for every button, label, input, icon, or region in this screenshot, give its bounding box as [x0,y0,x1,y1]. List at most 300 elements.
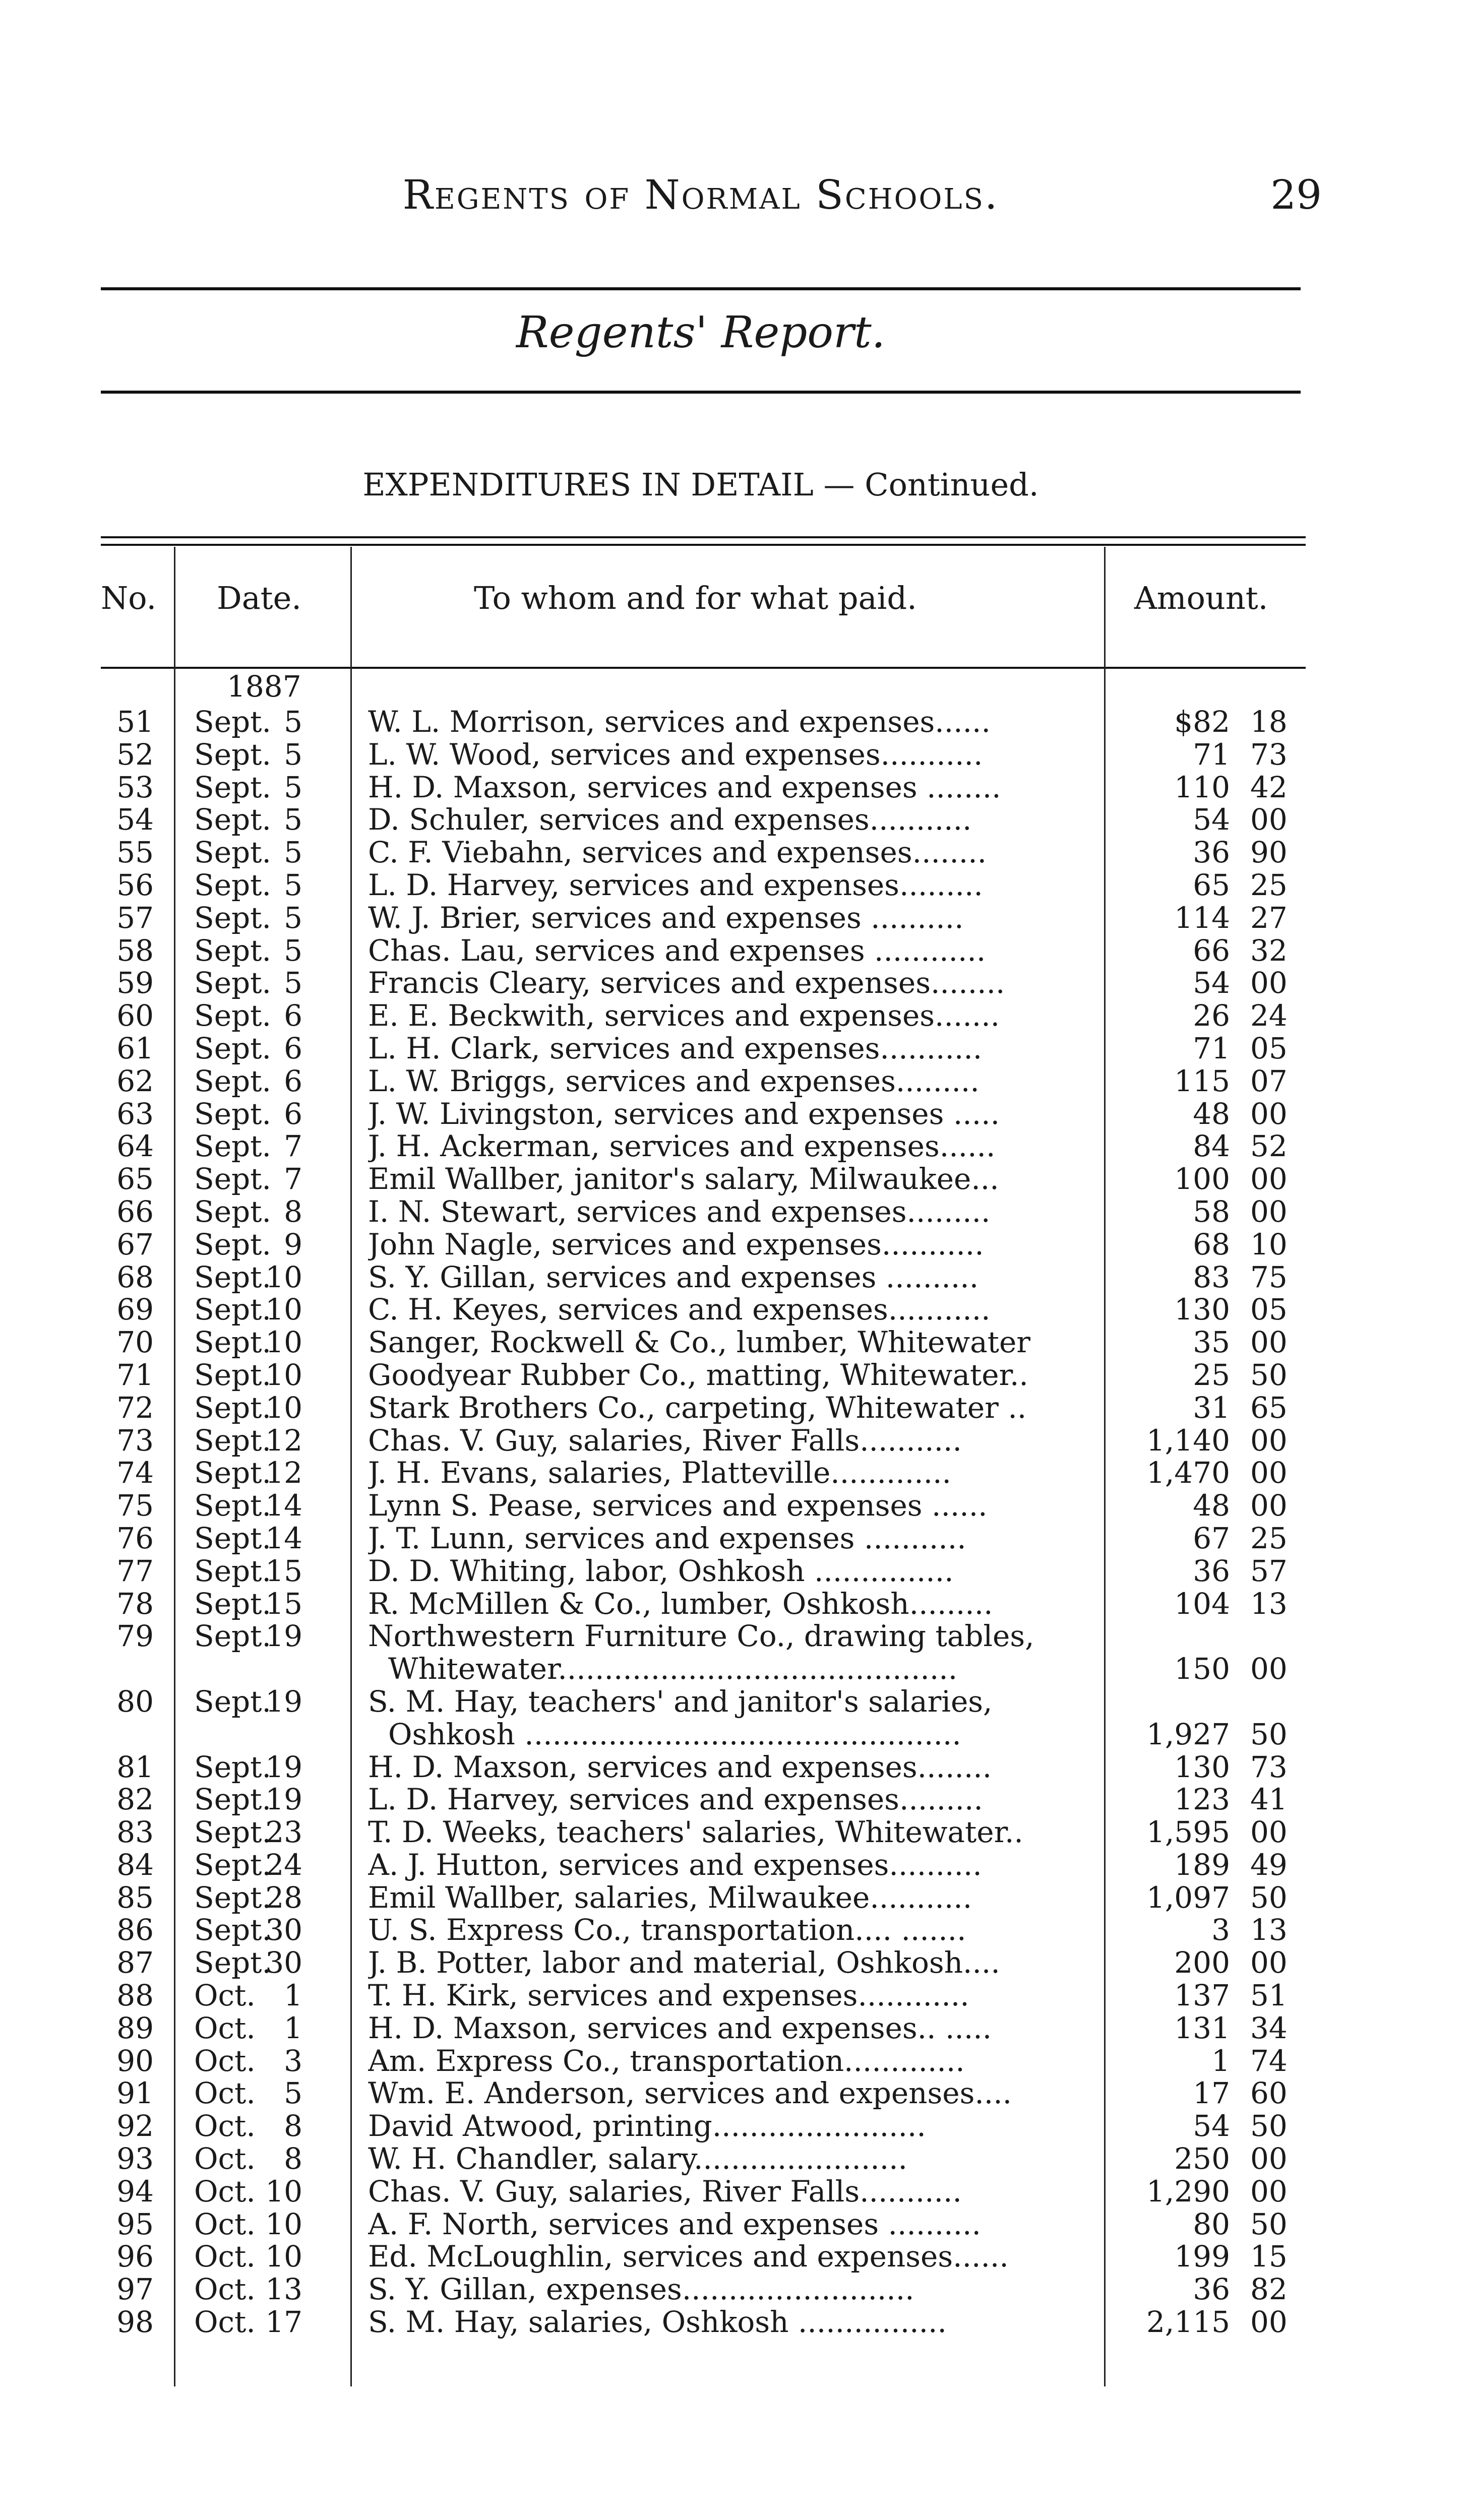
entry-dollars-value: 80 [1193,2207,1230,2241]
entry-cents: 00 [1250,1488,1288,1523]
table-row [101,1914,1306,1946]
entry-number: 57 [116,900,154,935]
entry-month: Oct. [194,2239,256,2274]
entry-month: Sept. [194,1194,271,1229]
year-row [101,670,1306,706]
entry-dollars-value: 1,470 [1146,1456,1230,1490]
entry-number: 52 [116,737,154,772]
entry-payee: T. D. Weeks, teachers' salaries, Whitewater.. [368,1816,1023,1849]
entry-month: Oct. [194,2076,256,2111]
entry-number: 70 [116,1325,154,1360]
entry-number: 60 [116,998,154,1033]
table-row [101,869,1306,902]
entry-month: Sept. [194,1096,271,1131]
entry-payee: Wm. E. Anderson, services and expenses.... [368,2077,1012,2110]
table-row [101,1032,1306,1065]
entry-cents: 50 [1250,1880,1288,1915]
entry-dollars-value: 83 [1193,1259,1230,1294]
entry-dollars-value: 67 [1193,1521,1230,1555]
entry-dollars-value: 131 [1174,2010,1230,2045]
entry-number: 91 [116,2076,154,2111]
entry-number: 61 [116,1031,154,1065]
entry-dollars-value: 48 [1193,1096,1230,1131]
entry-number: 78 [116,1586,154,1621]
entry-day-value: 10 [265,2207,302,2241]
table-row [101,2012,1306,2045]
entry-number: 58 [116,933,154,968]
entry-dollars-value: 31 [1193,1390,1230,1425]
entry-dollars-value: 36 [1193,2272,1230,2307]
entry-payee-line-1: Northwestern Furniture Co., drawing tables, [368,1620,1034,1653]
entry-number: 53 [116,770,154,804]
table-row [101,2110,1306,2143]
entry-number: 63 [116,1096,154,1131]
entry-day-value: 19 [265,1619,302,1654]
entry-day-value: 10 [265,1259,302,1294]
table-row [101,836,1306,869]
entry-day-value: 7 [284,1129,302,1164]
entry-month: Sept. [194,900,271,935]
table-row [101,2273,1306,2306]
entry-payee-line-2: Whitewater........................................... [388,1653,958,1685]
entry-month: Oct. [194,2207,256,2241]
entry-dollars-value: 1,927 [1146,1717,1230,1751]
header-rule [101,287,1301,290]
entry-cents: 82 [1250,2272,1288,2307]
entry-dollars-value: 1,097 [1146,1880,1230,1915]
entry-cents: 00 [1250,1162,1288,1196]
entry-dollars-value: $82 [1174,705,1230,739]
entry-payee [368,1685,1200,1751]
entry-month: Sept. [194,966,271,1000]
entry-day-value: 8 [284,2141,302,2176]
entry-month: Sept. [194,802,271,837]
entry-dollars-value: 104 [1174,1586,1230,1621]
entry-day-value: 14 [265,1488,302,1523]
entry-payee: L. W. Briggs, services and expenses......... [368,1064,980,1098]
entry-dollars-value: 71 [1193,737,1230,772]
entry-month: Sept. [194,1586,271,1621]
subtitle: Regents' Report. [516,307,886,358]
entry-number: 77 [116,1553,154,1588]
table-row [101,1293,1306,1326]
entry-cents: 00 [1250,1325,1288,1360]
entry-day-value: 6 [284,1031,302,1065]
entry-number: 96 [116,2239,154,2274]
entry-number: 66 [116,1194,154,1229]
entry-payee: C. H. Keyes, services and expenses........... [368,1293,991,1327]
table-row [101,902,1306,934]
entry-payee: L. D. Harvey, services and expenses......... [368,868,983,902]
entry-payee: D. Schuler, services and expenses........... [368,803,972,837]
entry-day-value: 5 [284,737,302,772]
expenditures-table [101,537,1306,2339]
entry-cents: 00 [1250,1096,1288,1131]
entry-cents: 00 [1250,802,1288,837]
table-row [101,1588,1306,1620]
entry-cents: 00 [1250,966,1288,1000]
entry-payee: Francis Cleary, services and expenses........ [368,967,1005,1000]
entry-payee: C. F. Viebahn, services and expenses........ [368,836,987,869]
entry-day-value: 24 [265,1847,302,1882]
entry-month: Sept. [194,1488,271,1523]
entry-dollars-value: 110 [1174,770,1230,804]
entry-dollars-value: 84 [1193,1129,1230,1164]
entry-month: Sept. [194,1292,271,1327]
entry-day-value: 10 [265,1357,302,1392]
entry-payee: W. J. Brier, services and expenses .......... [368,901,964,934]
entry-day-value: 5 [284,867,302,902]
entry-payee: Chas. Lau, services and expenses ............ [368,934,986,967]
entry-day-value: 30 [265,1913,302,1947]
entry-day-value: 9 [284,1227,302,1262]
entry-month: Sept. [194,1749,271,1784]
entry-dollars-value: 3 [1211,1913,1230,1947]
entry-day-value: 14 [265,1521,302,1555]
entry-cents: 52 [1250,1129,1288,1164]
entry-cents: 90 [1250,835,1288,870]
table-header [101,537,1306,670]
table-row [101,1359,1306,1392]
entry-dollars-value: 2,115 [1146,2305,1230,2340]
entry-month: Sept. [194,998,271,1033]
entry-number: 84 [116,1847,154,1882]
entry-day-value: 1 [284,2010,302,2045]
entry-day-value: 10 [265,2174,302,2209]
entry-cents: 75 [1250,1259,1288,1294]
entry-dollars-value: 130 [1174,1292,1230,1327]
entry-month: Sept. [194,1847,271,1882]
entry-cents: 00 [1250,2174,1288,2209]
entry-number: 82 [116,1782,154,1817]
entry-dollars-value: 48 [1193,1488,1230,1523]
table-row [101,1326,1306,1359]
entry-month: Sept. [194,1553,271,1588]
entry-day-value: 15 [265,1586,302,1621]
entry-dollars-value: 100 [1174,1162,1230,1196]
entry-month: Sept. [194,867,271,902]
table-row [101,1555,1306,1588]
entry-cents: 34 [1250,2010,1288,2045]
entry-cents: 42 [1250,770,1288,804]
entry-cents: 65 [1250,1390,1288,1425]
entry-number: 87 [116,1945,154,1980]
entry-day-value: 10 [265,2239,302,2274]
table-row [101,1620,1306,1685]
entry-payee: I. N. Stewart, services and expenses......... [368,1195,991,1228]
entry-dollars-value: 130 [1174,1749,1230,1784]
entry-cents: 50 [1250,1357,1288,1392]
entry-dollars-value: 1 [1211,2043,1230,2078]
entry-day-value: 5 [284,966,302,1000]
entry-cents: 00 [1250,2141,1288,2176]
entry-payee: T. H. Kirk, services and expenses............ [368,1979,969,2012]
table-row [101,1424,1306,1457]
entry-payee: E. E. Beckwith, services and expenses....... [368,999,1000,1032]
entry-month: Sept. [194,1325,271,1360]
entry-day-value: 8 [284,1194,302,1229]
entry-cents: 10 [1250,1227,1288,1262]
entry-month: Oct. [194,2305,256,2340]
entry-payee: H. D. Maxson, services and expenses.. ..... [368,2011,992,2045]
subtitle-rule [101,391,1301,394]
entry-cents: 00 [1250,1815,1288,1850]
entry-dollars-value: 114 [1174,900,1230,935]
entry-number: 81 [116,1749,154,1784]
entry-dollars-value: 1,595 [1146,1815,1230,1850]
entry-month: Oct. [194,2272,256,2307]
column-header-amount: Amount. [1134,580,1268,616]
entry-cents: 18 [1250,705,1288,739]
entry-number: 76 [116,1521,154,1555]
entry-cents: 73 [1250,737,1288,772]
entry-day-value: 5 [284,835,302,870]
entry-payee: S. M. Hay, salaries, Oshkosh ................ [368,2306,947,2339]
entry-number: 71 [116,1357,154,1392]
entry-number: 56 [116,867,154,902]
entry-number: 88 [116,1978,154,2013]
entry-dollars-value: 35 [1193,1325,1230,1360]
table-row [101,803,1306,836]
entry-payee: Goodyear Rubber Co., matting, Whitewater.. [368,1358,1028,1392]
column-header-date: Date. [217,580,301,616]
entry-month: Sept. [194,1259,271,1294]
table-row [101,1457,1306,1489]
table-row [101,1751,1306,1784]
table-row [101,1685,1306,1751]
table-row [101,706,1306,738]
table-row [101,1946,1306,1979]
entry-payee: J. H. Ackerman, services and expenses...... [368,1130,996,1163]
entry-cents: 00 [1250,1456,1288,1490]
page-number: 29 [1270,171,1322,218]
entry-cents: 00 [1250,1194,1288,1229]
entry-payee-line-2: Oshkosh ............................................... [388,1718,961,1751]
entry-payee: A. J. Hutton, services and expenses.......... [368,1848,982,1881]
entry-payee: Stark Brothers Co., carpeting, Whitewater .. [368,1391,1027,1424]
entry-payee: S. Y. Gillan, services and expenses .......... [368,1261,979,1294]
entry-number: 95 [116,2207,154,2241]
entry-number: 69 [116,1292,154,1327]
entry-dollars-value: 54 [1193,966,1230,1000]
entry-number: 68 [116,1259,154,1294]
running-header-title: Regents of Normal Schools. [402,171,999,218]
entry-dollars-value: 66 [1193,933,1230,968]
entry-month: Sept. [194,1162,271,1196]
entry-cents: 07 [1250,1063,1288,1098]
entry-payee: H. D. Maxson, services and expenses........ [368,1750,992,1784]
entry-month: Sept. [194,1357,271,1392]
entry-dollars-value: 54 [1193,802,1230,837]
entry-number: 65 [116,1162,154,1196]
entry-cents: 50 [1250,1717,1288,1751]
column-header-payee: To whom and for what paid. [474,580,917,616]
table-row [101,1098,1306,1130]
entry-dollars-value: 137 [1174,1978,1230,2013]
table-row [101,2240,1306,2273]
entry-day-value: 12 [265,1456,302,1490]
entry-number: 74 [116,1456,154,1490]
table-row [101,1979,1306,2012]
entry-month: Sept. [194,705,271,739]
entry-number: 51 [116,705,154,739]
entry-payee: L. H. Clark, services and expenses........... [368,1032,983,1065]
entry-day-value: 10 [265,1292,302,1327]
entry-payee: J. B. Potter, labor and material, Oshkosh.... [368,1946,1000,1980]
entry-dollars-value: 36 [1193,835,1230,870]
table-row [101,1881,1306,1914]
entry-payee: Chas. V. Guy, salaries, River Falls........... [368,2175,962,2208]
entry-cents: 05 [1250,1031,1288,1065]
table-row [101,2208,1306,2241]
entry-dollars-value: 54 [1193,2109,1230,2144]
entry-day-value: 5 [284,770,302,804]
entry-month: Sept. [194,1913,271,1947]
entry-payee: L. D. Harvey, services and expenses......... [368,1783,983,1816]
entry-cents: 41 [1250,1782,1288,1817]
entry-cents: 60 [1250,2076,1288,2111]
entry-number: 89 [116,2010,154,2045]
table-row [101,1783,1306,1816]
entry-payee: Lynn S. Pease, services and expenses ...... [368,1489,988,1522]
entry-cents: 24 [1250,998,1288,1033]
entry-month: Oct. [194,1978,256,2013]
entry-month: Sept. [194,1423,271,1458]
entry-month: Sept. [194,1031,271,1065]
entry-day-value: 28 [265,1880,302,1915]
table-row [101,1816,1306,1849]
table-row [101,999,1306,1032]
entry-number: 90 [116,2043,154,2078]
entry-day-value: 19 [265,1749,302,1784]
entry-month: Sept. [194,1063,271,1098]
entry-dollars-value: 150 [1174,1652,1230,1686]
entry-cents: 57 [1250,1553,1288,1588]
entry-day-value: 10 [265,1325,302,1360]
entry-number: 97 [116,2272,154,2307]
entry-day-value: 30 [265,1945,302,1980]
entry-cents: 13 [1250,1913,1288,1947]
table-body [101,706,1306,2339]
entry-payee: D. D. Whiting, labor, Oshkosh ............... [368,1554,954,1588]
entry-day-value: 13 [265,2272,302,2307]
entry-payee: R. McMillen & Co., lumber, Oshkosh......... [368,1587,993,1620]
entry-dollars-value: 1,290 [1146,2174,1230,2209]
entry-day-value: 15 [265,1553,302,1588]
entry-month: Oct. [194,2109,256,2144]
entry-dollars-value: 36 [1193,1553,1230,1588]
entry-cents: 00 [1250,1945,1288,1980]
entry-month: Sept. [194,1390,271,1425]
entry-day-value: 17 [265,2305,302,2340]
entry-number: 83 [116,1815,154,1850]
entry-month: Oct. [194,2141,256,2176]
entry-dollars-value: 71 [1193,1031,1230,1065]
header-bottom-rule [101,667,1306,669]
entry-month: Sept. [194,1129,271,1164]
entry-number: 85 [116,1880,154,1915]
entry-number: 79 [116,1619,154,1654]
entry-month: Sept. [194,1521,271,1555]
entry-number: 94 [116,2174,154,2209]
table-row [101,2077,1306,2110]
entry-dollars-value: 250 [1174,2141,1230,2176]
entry-number: 62 [116,1063,154,1098]
entry-month: Sept. [194,1684,271,1719]
entry-day-value: 5 [284,705,302,739]
entry-payee: Ed. McLoughlin, services and expenses...... [368,2240,1009,2274]
entry-dollars-value: 189 [1174,1847,1230,1882]
table-row [101,1489,1306,1522]
entry-cents: 32 [1250,933,1288,968]
entry-day-value: 10 [265,1390,302,1425]
entry-payee: Emil Wallber, janitor's salary, Milwaukee... [368,1163,999,1195]
table-row [101,2306,1306,2339]
table-row [101,1065,1306,1098]
entry-month: Sept. [194,933,271,968]
entry-payee: W. H. Chandler, salary....................... [368,2143,907,2175]
table-row [101,1228,1306,1261]
entry-number: 67 [116,1227,154,1262]
table-row [101,1130,1306,1163]
table-row [101,1163,1306,1195]
entry-day-value: 7 [284,1162,302,1196]
entry-day-value: 6 [284,998,302,1033]
entry-month: Sept. [194,835,271,870]
entry-number: 93 [116,2141,154,2176]
entry-day-value: 6 [284,1063,302,1098]
entry-payee: S. Y. Gillan, expenses......................... [368,2273,914,2306]
entry-payee: Chas. V. Guy, salaries, River Falls........... [368,1424,962,1457]
entry-payee: L. W. Wood, services and expenses........... [368,738,983,771]
table-row [101,2143,1306,2175]
entry-day-value: 1 [284,1978,302,2013]
entry-cents: 00 [1250,2305,1288,2340]
entry-dollars-value: 17 [1193,2076,1230,2111]
table-row [101,967,1306,999]
entry-cents: 00 [1250,1652,1288,1686]
entry-dollars-value: 199 [1174,2239,1230,2274]
entry-day-value: 5 [284,933,302,968]
entry-number: 72 [116,1390,154,1425]
entry-cents: 25 [1250,1521,1288,1555]
entry-month: Sept. [194,737,271,772]
entry-dollars-value: 26 [1193,998,1230,1033]
entry-day-value: 8 [284,2109,302,2144]
entry-day-value: 19 [265,1782,302,1817]
entry-payee: Emil Wallber, salaries, Milwaukee........... [368,1881,972,1914]
table-row [101,1392,1306,1424]
entry-number: 59 [116,966,154,1000]
entry-day-value: 5 [284,2076,302,2111]
entry-day-value: 19 [265,1684,302,1719]
entry-month: Sept. [194,1227,271,1262]
entry-day-value: 6 [284,1096,302,1131]
entry-month: Sept. [194,1815,271,1850]
entry-payee-line-1: S. M. Hay, teachers' and janitor's salaries, [368,1685,993,1718]
entry-payee: W. L. Morrison, services and expenses...... [368,706,991,738]
section-title: EXPENDITURES IN DETAIL — Continued. [362,466,1039,503]
entry-cents: 50 [1250,2109,1288,2144]
column-header-no: No. [101,580,157,616]
entry-dollars-value: 25 [1193,1357,1230,1392]
entry-dollars-value: 115 [1174,1063,1230,1098]
entry-number: 55 [116,835,154,870]
entry-payee: David Atwood, printing....................... [368,2110,926,2143]
entry-number: 64 [116,1129,154,1164]
table-row [101,2175,1306,2208]
entry-month: Sept. [194,1619,271,1654]
